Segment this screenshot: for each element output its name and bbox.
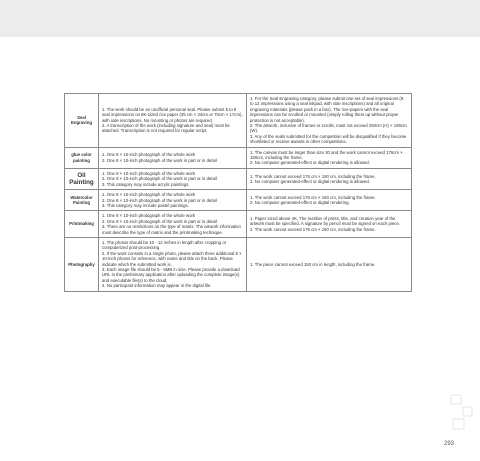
limit-item: 1. The work cannot exceed 176 cm × 150 cm, including the frame. bbox=[250, 194, 376, 200]
limits-list bbox=[250, 195, 408, 206]
requirement-item: 3. There are no restrictions on the type of matrix. The artwork information must describe the type of matrix and the printmaking technique. bbox=[102, 224, 241, 235]
limits-list bbox=[250, 216, 408, 232]
category-cell: Watercolor Painting bbox=[65, 190, 99, 211]
limits-cell bbox=[247, 168, 412, 189]
limit-item: 1. The work cannot exceed 176 cm × 150 cm, including the frame. bbox=[250, 173, 376, 179]
requirements-cell bbox=[99, 94, 247, 148]
requirements-cell bbox=[99, 168, 247, 189]
table-row bbox=[65, 190, 412, 211]
category-cell: Seal Engraving bbox=[65, 94, 99, 148]
category-cell: Photography bbox=[65, 237, 99, 291]
category-cell: glue color painting bbox=[65, 147, 99, 168]
requirements-cell bbox=[99, 211, 247, 238]
category-cell: Printmaking bbox=[65, 211, 99, 238]
requirement-item: 1. One 8 × 10-inch photograph of the whole work bbox=[102, 170, 196, 176]
requirement-item: 4. No participant information may appear in the digital file. bbox=[102, 283, 212, 289]
limit-item: 2. No computer generated-effect or digital rendering is allowed. bbox=[250, 178, 370, 184]
table-row bbox=[65, 237, 412, 291]
table-row bbox=[65, 168, 412, 189]
limits-list bbox=[250, 174, 408, 185]
rules-table-body bbox=[65, 94, 412, 292]
table-row bbox=[65, 94, 412, 148]
requirement-item: 1. One 8 × 10-inch photograph of the whole work bbox=[102, 152, 196, 158]
limits-cell bbox=[247, 211, 412, 238]
requirement-item: 1. The photos should be 10 - 12 inches in length after cropping or computerized post-processing. bbox=[102, 239, 227, 251]
requirements-list bbox=[102, 107, 243, 134]
requirements-cell bbox=[99, 190, 247, 211]
limits-cell bbox=[247, 190, 412, 211]
limit-item: 3. Any of the seals submitted for the competition will be disqualified if they become shortlisted or receive awards in other competitions. bbox=[250, 133, 407, 145]
requirements-list bbox=[102, 213, 243, 235]
requirements-list bbox=[102, 240, 243, 289]
requirement-item: 1. The work should be an unofficial personal seal. Please submit 5 to 8 seal impressions on 8K-sized rice paper (35 cm × 34cm or 70cm × 17cm), with side inscriptions. No mounting or photos are required. bbox=[102, 106, 243, 123]
limit-item: 1. The piece cannot exceed 150 cm in length, including the frame. bbox=[250, 261, 376, 267]
requirement-item: 3. This category may include acrylic paintings. bbox=[102, 181, 190, 187]
requirements-list bbox=[102, 171, 243, 187]
seal-decoration-icon bbox=[448, 393, 476, 433]
requirement-item: 2. If the work consists in a single photo, please attach three additional 8 × 10-inch photos for reference, with name and title on the back. Please indicate which the submitted work is. bbox=[102, 250, 242, 267]
limits-list bbox=[250, 150, 408, 166]
limits-list bbox=[250, 96, 408, 145]
limit-item: 2. No computer generated-effect or digital rendering. bbox=[250, 200, 350, 206]
requirement-item: 2. One 8 × 10-inch photograph of the work in part or in detail bbox=[102, 197, 217, 203]
requirement-item: 1. One 8 × 10-inch photograph of the whole work bbox=[102, 192, 196, 198]
requirement-item: 2. One 8 × 10-inch photograph of the work in part or in detail bbox=[102, 176, 217, 182]
limit-item: 2. The work cannot exceed 176 cm × 150 cm, including the frame. bbox=[250, 226, 376, 232]
limits-cell bbox=[247, 147, 412, 168]
limits-list bbox=[250, 262, 408, 267]
limit-item: 2. No computer generated-effect or digital rendering is allowed. bbox=[250, 160, 370, 166]
requirements-cell bbox=[99, 237, 247, 291]
limit-item: 1. The canvas must be larger than size 30 and the work cannot exceed 176cm × 150cm, including the frame. bbox=[250, 149, 403, 161]
limit-item: 1. For the Seal Engraving category, please submit one set of seal impressions (8 to 12 impressions using a seal inkpad, with side inscriptions) and all original engraving materials (please pack in a box). The rice-papers with the seal impressions can be scrolled or mounted (simply rolling them up without proper protection is not acceptable). bbox=[250, 96, 404, 123]
requirements-list bbox=[102, 192, 243, 208]
limits-cell bbox=[247, 94, 412, 148]
table-row bbox=[65, 211, 412, 238]
limits-cell bbox=[247, 237, 412, 291]
requirement-item: 2. One 8 × 10-inch photograph of the work in part or in detail bbox=[102, 218, 217, 224]
requirement-item: 2. One 8 × 10-inch photograph of the work in part or in detail bbox=[102, 157, 217, 163]
requirements-cell bbox=[99, 147, 247, 168]
page-number: 293 bbox=[444, 441, 455, 447]
requirement-item: 1. One 8 × 10-inch photograph of the whole work bbox=[102, 213, 196, 219]
table-row bbox=[65, 147, 412, 168]
category-cell: Oil Painting bbox=[65, 168, 99, 189]
requirement-item: 2. A transcription of the work (including signature and seal) must be attached. Transcription is not required for regular script. bbox=[102, 123, 230, 134]
limit-item: 2. The artwork, inclusive of frames or scrolls, must not exceed 250cm (H) × 180cm (W). bbox=[250, 123, 407, 134]
limit-item: 1. Paper sized above 4K, The number of prints, title, and creation year of the artwork must be specified. A signature by pencil must be signed on each piece. bbox=[250, 216, 400, 227]
requirement-item: 3. This category may include pastel paintings. bbox=[102, 202, 189, 208]
requirement-item: 3. Each image file should be 5 - 5MB in size. Please provide a download URL in the preliminary application after uploading the complete image(s) and executable file(s) to the cloud. bbox=[102, 266, 240, 283]
requirements-list bbox=[102, 152, 243, 163]
rules-table bbox=[64, 93, 412, 292]
